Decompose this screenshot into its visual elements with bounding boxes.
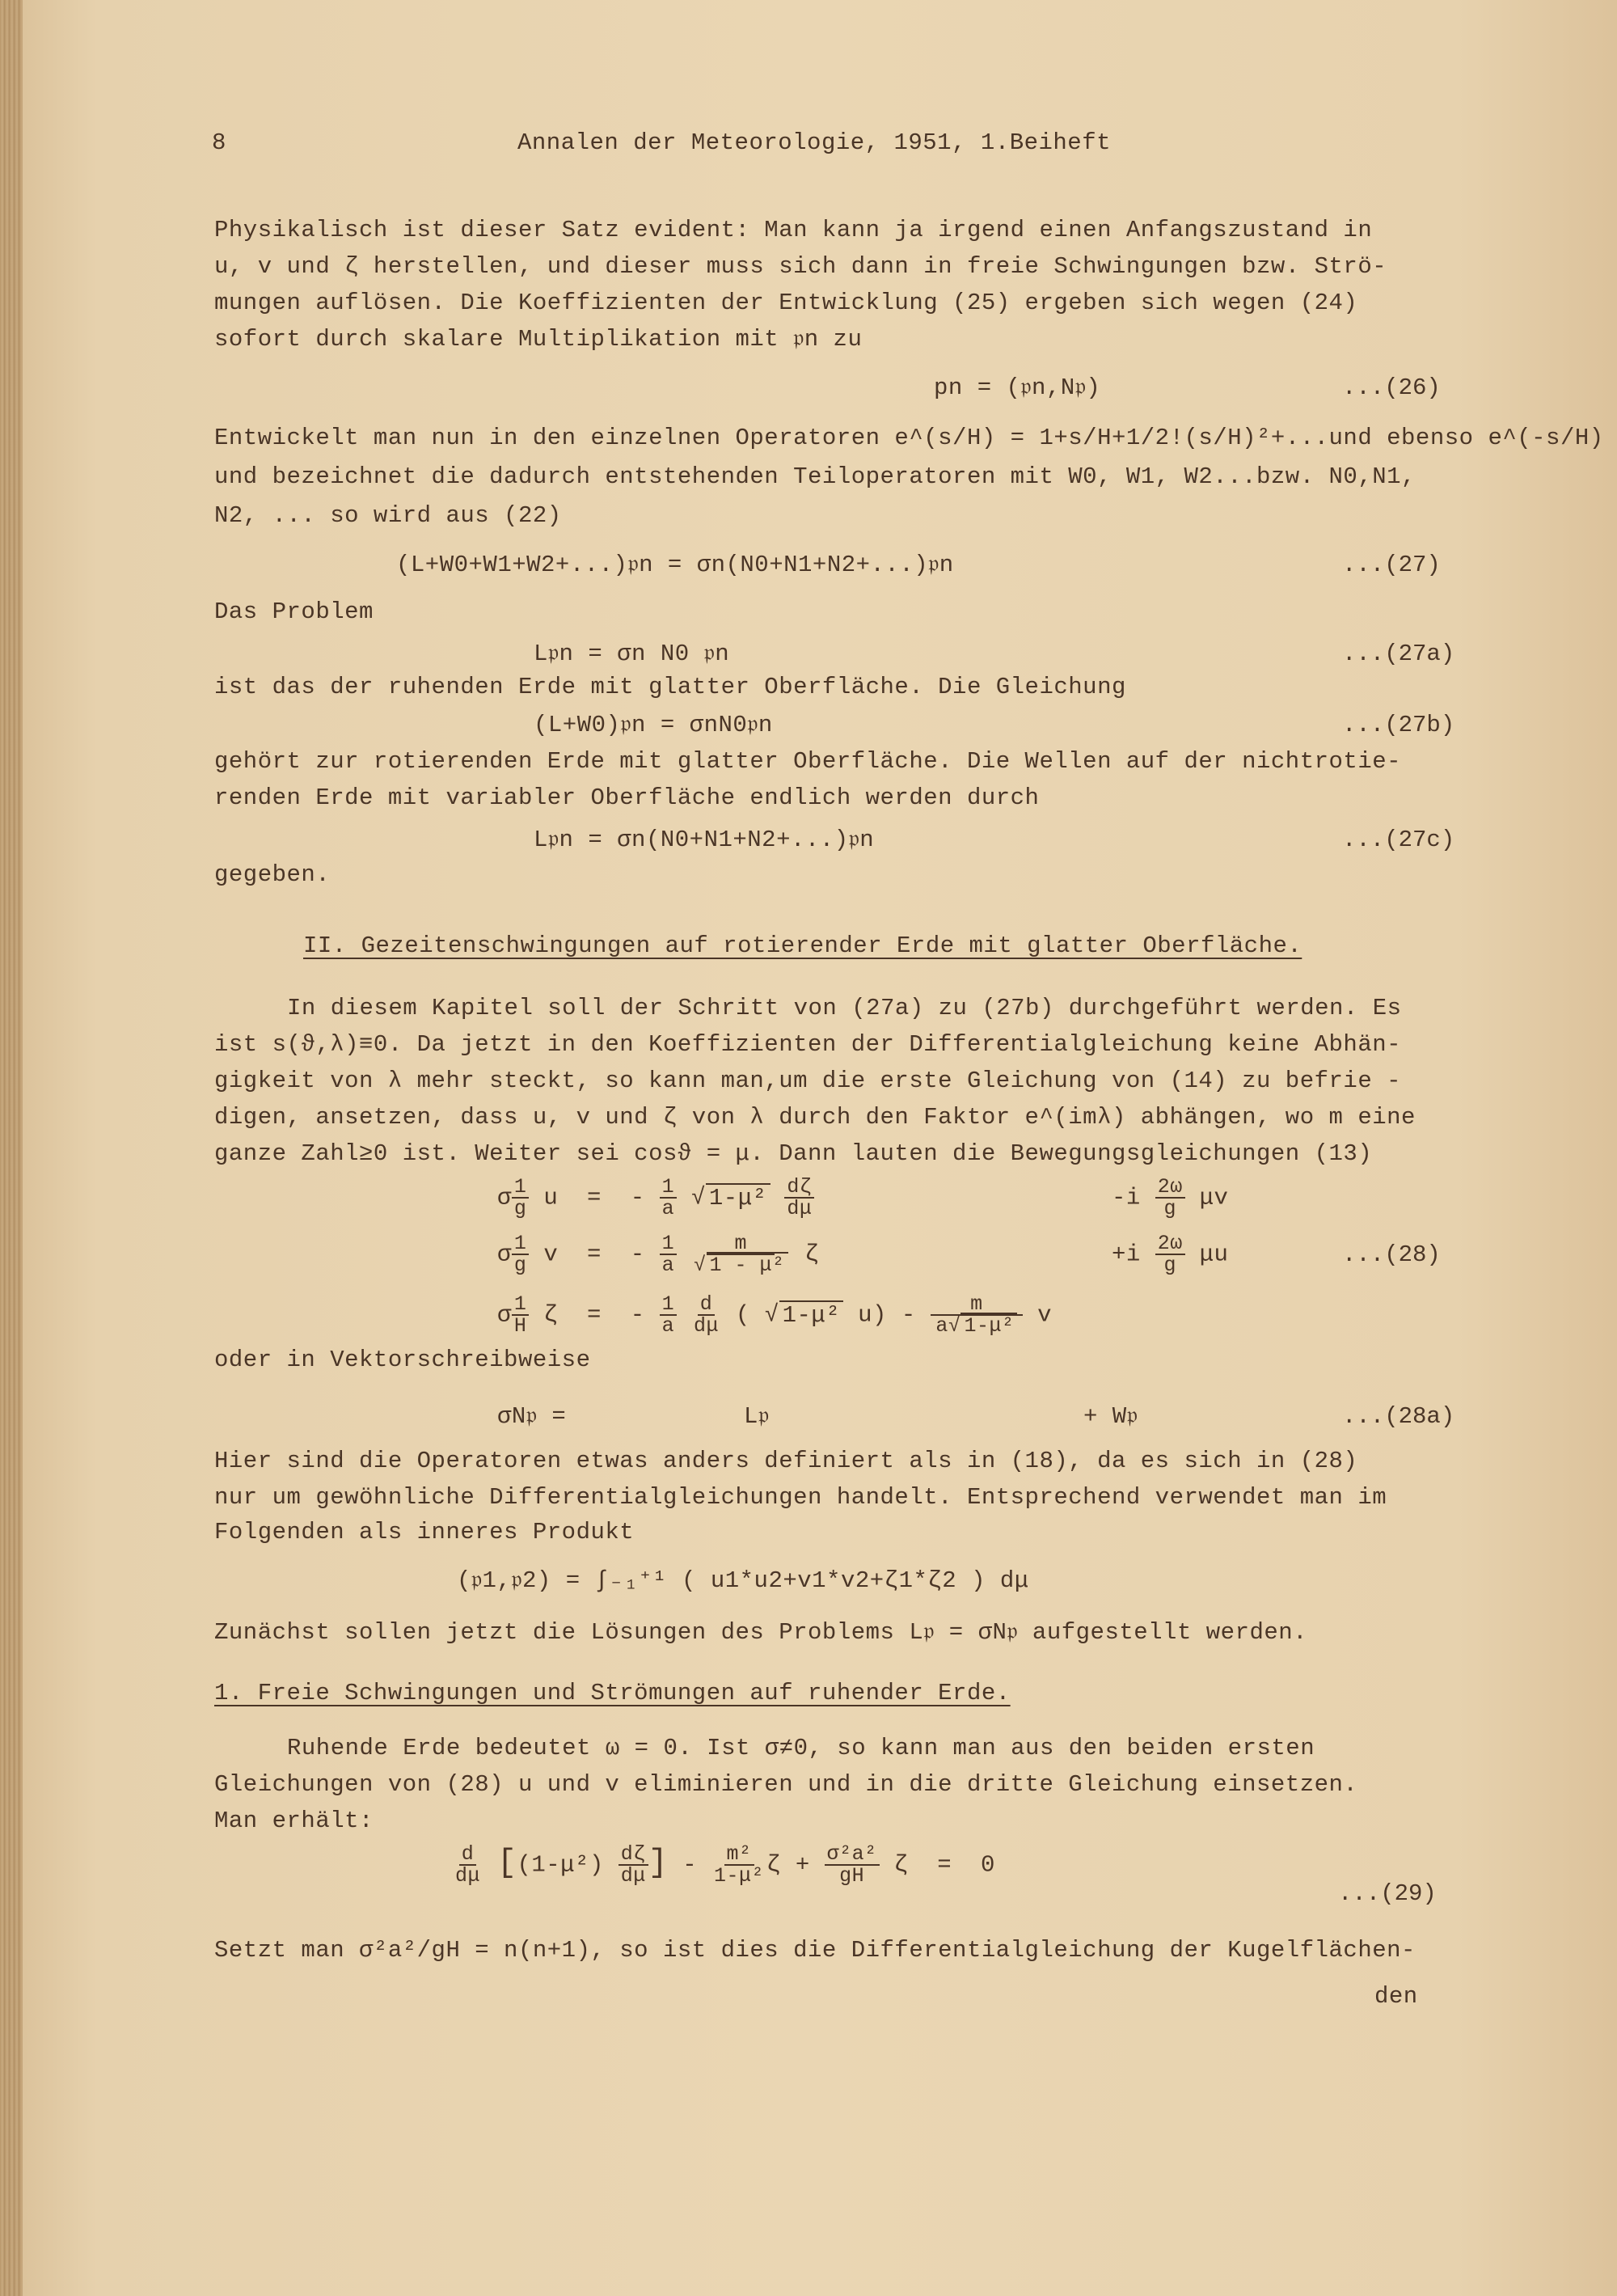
section-heading: II. Gezeitenschwingungen auf rotierender Erde mit glatter Oberfläche. (303, 932, 1302, 959)
equation-26: pn = (𝔭n,N𝔭) (934, 374, 1101, 401)
text-line: N2, ... so wird aus (22) (214, 502, 562, 529)
text-line: Folgenden als inneres Produkt (214, 1519, 635, 1545)
text-line: ganze Zahl≥0 ist. Weiter sei cosϑ = μ. Dann lauten die Bewegungsgleichungen (13) (214, 1140, 1373, 1167)
text-line: Zunächst sollen jetzt die Lösungen des Problems L𝔭 = σN𝔭 aufgestellt werden. (214, 1619, 1308, 1646)
text-line: Gleichungen von (28) u und v eliminieren und in die dritte Gleichung einsetzen. (214, 1771, 1358, 1798)
subsection-heading: 1. Freie Schwingungen und Strömungen auf ruhender Erde. (214, 1680, 1011, 1706)
text-line: renden Erde mit variabler Oberfläche endlich werden durch (214, 784, 1040, 811)
equation-28-row2: σ $\frac{1}{g}$ v = - $\frac{1}{a}$ $\frac{m}{\text{√ 1 - μ²}}$ ζ (497, 1232, 820, 1277)
equation-number: ...(27a) (1342, 641, 1455, 667)
text-line: Setzt man σ²a²/gH = n(n+1), so ist dies die Differentialgleichung der Kugelflächen- (214, 1937, 1416, 1964)
equation-27a: L𝔭n = σn N0 𝔭n (534, 641, 730, 667)
equation-28a-rhs: + W𝔭 (1083, 1403, 1138, 1430)
page-edge (0, 0, 23, 2296)
text-line: Entwickelt man nun in den einzelnen Operatoren e^(s/H) = 1+s/H+1/2!(s/H)²+...und ebenso e^(-s/H) (214, 425, 1604, 451)
text-line: In diesem Kapitel soll der Schritt von (27a) zu (27b) durchgeführt werden. Es (287, 995, 1402, 1021)
equation-28-row3: σ $\frac{1}{H}$ ζ = - $\frac{1}{a}$ $\frac{d}{d\mu}$ ( √ 1-μ² u) - $\frac{m}{\text{a√ 1-μ²}}$ v (497, 1292, 1053, 1338)
equation-number: ...(27b) (1342, 712, 1455, 738)
equation-29: $\frac{d}{d\mu}$ [(1-μ²) $\frac{d\zeta}{d\mu}$ ] - $\frac{\text{m²}}{\text{1-μ²}}$ ζ + $\frac{\text{σ²a²}}{gH}$ ζ = 0 (455, 1842, 995, 1888)
equation-28-row2-rhs: +i $\frac{2\omega}{g}$ μu (1112, 1232, 1229, 1277)
text-line: oder in Vektorschreibweise (214, 1347, 591, 1373)
equation-number: ...(27c) (1342, 827, 1455, 853)
equation-number: ...(28a) (1342, 1403, 1455, 1430)
equation-number: ...(26) (1342, 374, 1441, 401)
text-line: digen, ansetzen, dass u, v und ζ von λ durch den Faktor e^(imλ) abhängen, wo m eine (214, 1104, 1416, 1131)
text-line: den (1374, 1983, 1418, 2010)
equation-number: ...(29) (1338, 1880, 1437, 1907)
equation-27b: (L+W0)𝔭n = σnN0𝔭n (534, 712, 773, 738)
text-line: ist das der ruhenden Erde mit glatter Oberfläche. Die Gleichung (214, 674, 1126, 700)
text-line: u, v und ζ herstellen, und dieser muss sich dann in freie Schwingungen bzw. Strö- (214, 253, 1387, 280)
equation-27c: L𝔭n = σn(N0+N1+N2+...)𝔭n (534, 827, 875, 853)
text-line: Man erhält: (214, 1808, 374, 1834)
equation-28-row1-rhs: -i $\frac{2\omega}{g}$ μv (1112, 1175, 1229, 1220)
text-line: mungen auflösen. Die Koeffizienten der Entwicklung (25) ergeben sich wegen (24) (214, 290, 1358, 316)
text-line: Ruhende Erde bedeutet ω = 0. Ist σ≠0, so kann man aus den beiden ersten (287, 1735, 1315, 1761)
equation-number: ...(27) (1342, 552, 1441, 578)
text-line: und bezeichnet die dadurch entstehenden Teiloperatoren mit W0, W1, W2...bzw. N0,N1, (214, 463, 1416, 490)
text-line: sofort durch skalare Multiplikation mit 𝔭n zu (214, 326, 863, 353)
equation-27: (L+W0+W1+W2+...)𝔭n = σn(N0+N1+N2+...)𝔭n (396, 552, 954, 578)
text-line: Physikalisch ist dieser Satz evident: Man kann ja irgend einen Anfangszustand in (214, 217, 1373, 243)
equation-28-row1: σ $\frac{1}{g}$ u = - $\frac{1}{a}$ √ 1-μ² $\frac{d\zeta}{d\mu}$ (497, 1177, 814, 1219)
text-line: gehört zur rotierenden Erde mit glatter Oberfläche. Die Wellen auf der nichtrotie- (214, 748, 1402, 775)
text-line: Hier sind die Operatoren etwas anders definiert als in (18), da es sich in (28) (214, 1448, 1358, 1474)
equation-number: ...(28) (1342, 1241, 1441, 1268)
text-line: ist s(ϑ,λ)≡0. Da jetzt in den Koeffizienten der Differentialgleichung keine Abhän- (214, 1031, 1402, 1058)
text-line: nur um gewöhnliche Differentialgleichungen handelt. Entsprechend verwendet man im (214, 1484, 1387, 1511)
inner-product-equation: (𝔭1,𝔭2) = ∫₋₁⁺¹ ( u1*u2+v1*v2+ζ1*ζ2 ) dμ (457, 1567, 1029, 1594)
running-title: Annalen der Meteorologie, 1951, 1.Beiheft (517, 129, 1112, 156)
text-line: gigkeit von λ mehr steckt, so kann man,um die erste Gleichung von (14) zu befrie - (214, 1068, 1402, 1094)
equation-28a-lhs: σN𝔭 = (497, 1403, 567, 1430)
text-line: Das Problem (214, 598, 374, 625)
page-number: 8 (212, 129, 226, 156)
text-line: gegeben. (214, 861, 331, 888)
equation-28a-mid: L𝔭 (744, 1403, 770, 1430)
